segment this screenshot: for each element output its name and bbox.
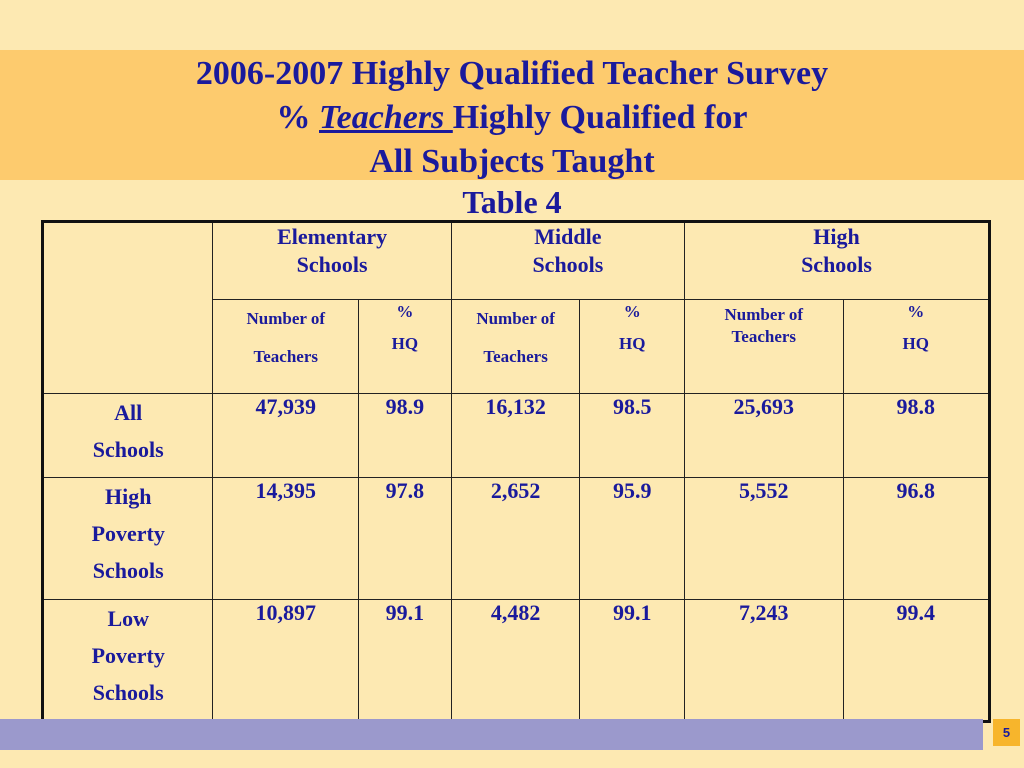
row-label-line: Schools [92, 437, 164, 462]
title-line-3: All Subjects Taught [369, 143, 655, 180]
subheader-number-of-teachers [213, 300, 359, 394]
table-row-all-schools [43, 394, 990, 478]
subheader-line: Number of [724, 305, 804, 324]
hq-teacher-table [41, 220, 991, 723]
row-label [43, 600, 213, 722]
table-cell: 10,897 [213, 600, 359, 722]
title-emphasis-teachers: Teachers [319, 99, 453, 136]
title-line-2-suffix: Highly Qualified for [452, 99, 748, 136]
table-cell: 47,939 [213, 394, 359, 478]
footer-bar [0, 719, 983, 750]
table-row-high-poverty [43, 478, 990, 600]
table-cell: 14,395 [213, 478, 359, 600]
table-cell: 4,482 [451, 600, 580, 722]
subheader-number-of-teachers [685, 300, 843, 394]
group-header-high [685, 222, 990, 300]
table-cell: 98.5 [580, 394, 685, 478]
subheader-pct-hq [580, 300, 685, 394]
subheader-line: Number of [476, 309, 555, 328]
subheader-line: HQ [619, 334, 646, 353]
table-caption: Table 4 [462, 184, 562, 220]
group-header-elementary [213, 222, 451, 300]
subheader-line: HQ [902, 334, 929, 353]
table-cell: 2,652 [451, 478, 580, 600]
slide-title [0, 52, 1024, 184]
group-header-middle [451, 222, 684, 300]
subheader-line: % [907, 302, 925, 321]
table-cell: 25,693 [685, 394, 843, 478]
group-label-line: Middle [534, 224, 602, 249]
table-cell: 97.8 [359, 478, 452, 600]
group-header-row [43, 222, 990, 300]
table-cell: 98.9 [359, 394, 452, 478]
row-label-line: Poverty [91, 643, 165, 668]
subheader-pct-hq [843, 300, 989, 394]
subheader-line: % [623, 302, 641, 321]
title-line-2-prefix: % [276, 99, 319, 136]
subheader-number-of-teachers [451, 300, 580, 394]
subheader-line: HQ [391, 334, 419, 353]
group-label-line: Schools [801, 252, 872, 277]
table-cell: 99.1 [580, 600, 685, 722]
corner-cell [43, 222, 213, 394]
row-label-line: High [105, 484, 152, 509]
row-label [43, 394, 213, 478]
table-cell: 7,243 [685, 600, 843, 722]
table-cell: 95.9 [580, 478, 685, 600]
row-label-line: Schools [92, 558, 164, 583]
subheader-line: % [396, 302, 414, 321]
table-cell: 96.8 [843, 478, 989, 600]
subheader-line: Number of [246, 309, 326, 328]
table-row-low-poverty [43, 600, 990, 722]
subheader-line: Teachers [253, 347, 319, 366]
subheader-line: Teachers [483, 347, 548, 366]
table-cell: 99.1 [359, 600, 452, 722]
row-label-line: Schools [92, 680, 164, 705]
subheader-line: Teachers [731, 327, 797, 346]
row-label-line: Poverty [91, 521, 165, 546]
table-cell: 99.4 [843, 600, 989, 722]
row-label [43, 478, 213, 600]
row-label-line: All [114, 400, 143, 425]
table-cell: 98.8 [843, 394, 989, 478]
table-cell: 5,552 [685, 478, 843, 600]
group-label-line: High [813, 224, 860, 249]
group-label-line: Elementary [277, 224, 388, 249]
title-line-2 [0, 96, 1024, 140]
subheader-pct-hq [359, 300, 452, 394]
title-line-1: 2006-2007 Highly Qualified Teacher Survey [195, 55, 829, 92]
group-label-line: Schools [532, 252, 604, 277]
slide-number: 5 [993, 719, 1020, 746]
table-cell: 16,132 [451, 394, 580, 478]
group-label-line: Schools [296, 252, 368, 277]
row-label-line: Low [107, 606, 150, 631]
